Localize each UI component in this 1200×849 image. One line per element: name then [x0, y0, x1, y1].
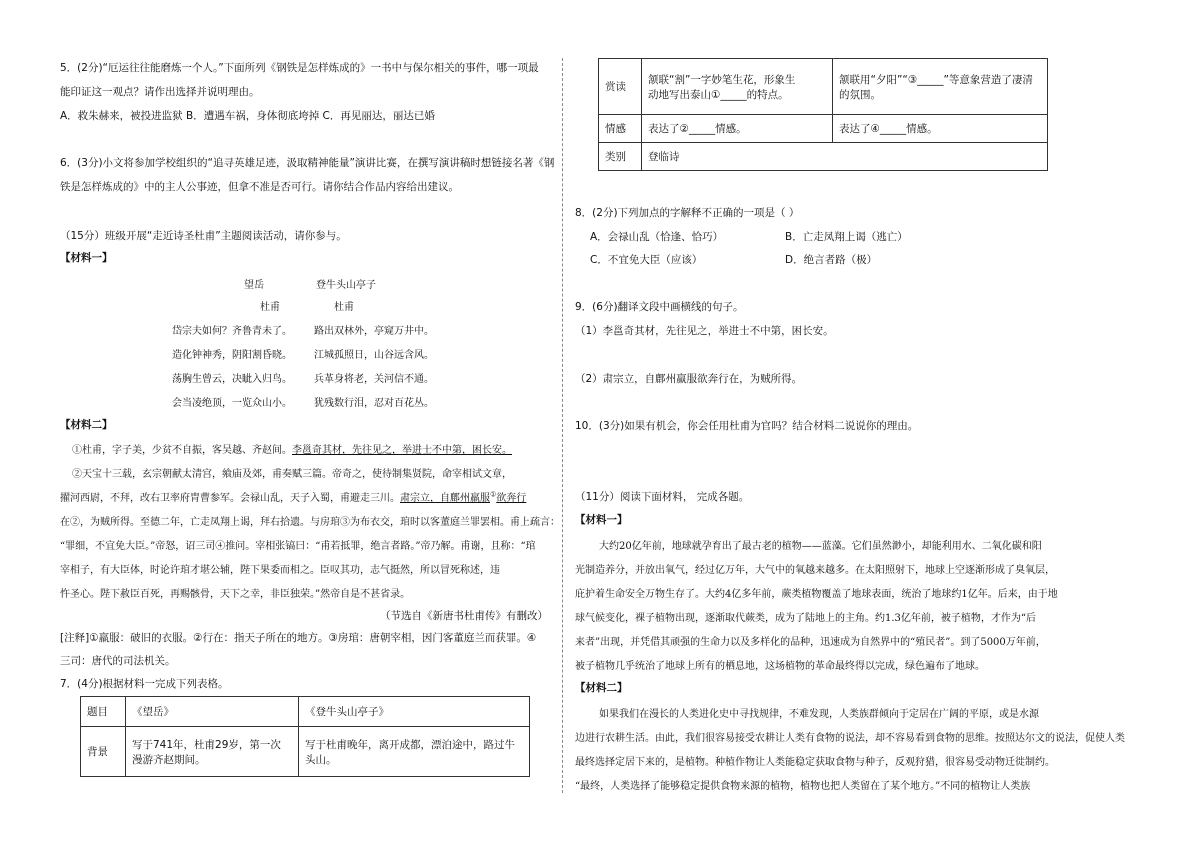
poem2-line: 路出双林外，亭窥万井中。 [314, 326, 434, 337]
table-cell [642, 59, 833, 115]
q9-sentence-1: （1）李邕奇其材，先往见之，举进士不中第，困长安。 [575, 325, 834, 337]
m2-line: ②天宝十三载，玄宗朝献太清宫，飨庙及郊，甫奏赋三篇。帝奇之，使待制集贤院，命宰相试文章， [72, 469, 512, 480]
q5-line2: 能印证这一观点？请作出选择并说明理由。 [60, 86, 260, 98]
q9-text: 9．(6分)翻译文段中画横线的句子。 [575, 301, 744, 313]
reading-m1-line: 光制造养分，并放出氧气，经过亿万年，大气中的氧越来越多。在太阳照射下，地球上空逐渐形成了臭氧层， [575, 565, 1055, 576]
q5-options: A．救朱赫来，被投进监狱 B．遭遇车祸，身体彻底垮掉 C．再见丽达，丽达已婚 [60, 110, 435, 122]
reading-m1-line: 来者”出现，并凭借其顽强的生命力以及多样化的品种，迅速成为自然界中的“殖民者”。到了5000万年前， [575, 637, 1046, 648]
q8-option-c: C．不宜免大臣（应该） [590, 254, 703, 266]
q8-option-a: A．会禄山乱（恰逢、恰巧） [590, 231, 724, 243]
section-intro: （15分）班级开展“走近诗圣杜甫”主题阅读活动，请你参与。 [60, 230, 347, 242]
q7-table [80, 696, 530, 777]
reading-m2-line: “最终，人类选择了能够稳定提供食物来源的植物，植物也把人类留在了某个地方。”不同的植物让人类族 [575, 781, 1031, 792]
poem1-title: 望岳 [244, 280, 264, 291]
q5-line1: 5．(2分)“厄运往往能磨炼一个人。”下面所列《钢铁是怎样炼成的》一书中与保尔相关的事件，哪一项最 [60, 62, 539, 74]
cell-line: 颔联“割”一字妙笔生花，形象生 [648, 73, 796, 86]
poem2-line: 犹残数行泪，忍对百花丛。 [314, 398, 434, 409]
material2-label: 【材料二】 [60, 419, 113, 431]
q6-line1: 6．(3分)小文将参加学校组织的“追寻英雄足迹，汲取精神能量”演讲比赛，在撰写演讲稿时想链接名著《钢 [60, 157, 555, 169]
q8-option-b: B．亡走凤翔上谒（逃亡） [785, 231, 908, 243]
notes-line2: 三司：唐代的司法机关。 [60, 655, 176, 667]
m2-line: 宰相子，有大臣体，时论许琯才堪公辅，陛下果委而相之。臣叹其功，志气挺然，所以冒死称述，违 [60, 565, 500, 576]
table-header: 题目 [81, 697, 126, 727]
m2-line [72, 441, 512, 456]
underlined-sentence-2b: 欲奔行 [496, 493, 527, 504]
appreciation-table [598, 58, 1048, 171]
m2-line: 擢河西尉，不拜，改右卫率府胄曹参军。会禄山乱，天子入蜀，甫避走三川。肃宗立，自鄜州羸服①欲奔行 [60, 490, 527, 504]
poem2-author: 杜甫 [334, 302, 354, 313]
reading-m1-line: 大约20亿年前，地球就孕育出了最古老的植物——蓝藻。它们虽然渺小，却能利用水、二氧化碳和阳 [599, 541, 1042, 552]
q6-line2: 铁是怎样炼成的》中的主人公事迹，但拿不准是否可行。请你结合作品内容给出建议。 [60, 181, 459, 193]
table-header: 《登牛头山亭子》 [299, 697, 530, 727]
table-cell: 登临诗 [642, 143, 1048, 171]
reading-m1-line: 被子植物几乎统治了地球上所有的栖息地，这场植物的革命最终得以完成，绿色遍布了地球。 [575, 661, 985, 672]
poem2-title: 登牛头山亭子 [316, 280, 376, 291]
m2-text: ①杜甫，字子美，少贫不自振，客吴越、齐赵间。 [72, 445, 292, 456]
reading-material2-label: 【材料二】 [575, 682, 628, 694]
underlined-sentence-2a: 肃宗立，自鄜州羸服 [400, 493, 490, 504]
m2-text: 擢河西尉，不拜，改右卫率府胄曹参军。会禄山乱，天子入蜀，甫避走三川。 [60, 493, 400, 504]
notes-line1: [注释]①羸服：破旧的衣服。②行在：指天子所在的地方。③房琯：唐朝宰相，因门客董庭兰而获罪。④ [60, 632, 537, 644]
cell-line: 漫游齐赵期间。 [132, 753, 206, 766]
table-cell: 写于杜甫晚年，离开成都，漂泊途中，路过牛头山。 [299, 727, 530, 777]
table-cell: 表达了②_____情感。 [642, 115, 833, 143]
poem1-line: 造化钟神秀，阴阳割昏晓。 [172, 350, 292, 361]
underlined-sentence-1: 李邕奇其材，先往见之，举进士不中第，困长安。 [292, 445, 512, 456]
q8-option-d: D．绝言者路（极） [785, 254, 878, 266]
q7-text: 7．(4分)根据材料一完成下列表格。 [60, 678, 229, 690]
m2-line: 在②，为贼所得。至德二年，亡走凤翔上谒，拜右拾遗。与房琯③为布衣交，琯时以客董庭兰罪罢相。甫上疏言： [60, 517, 560, 528]
cell-line: 动地写出泰山①_____的特点。 [648, 88, 789, 101]
poem1-line: 岱宗夫如何？齐鲁青未了。 [172, 326, 292, 337]
poem2-line: 兵革身将老，关河信不通。 [314, 374, 434, 385]
q9-sentence-2: （2）肃宗立，自鄜州羸服欲奔行在，为贼所得。 [575, 373, 803, 385]
reading-m2-line: 边进行农耕生活。由此，我们很容易接受农耕让人类有食物的说法，却不容易看到食物的思维。按照达尔文的说法，促使人类 [575, 733, 1125, 744]
poem1-line: 荡胸生曾云，决眦入归鸟。 [172, 374, 292, 385]
m2-line: 忤圣心。陛下赦臣百死，再赐骸骨，天下之幸，非臣独荣。”然帝自是不甚省录。 [60, 589, 411, 600]
poem2-line: 江城孤照日，山谷远含风。 [314, 350, 434, 361]
row-label: 类别 [599, 143, 642, 171]
reading-m1-line: 球气候变化，裸子植物出现，逐渐取代蕨类，成为了陆地上的主角。约1.3亿年前，被子植物，才作为“后 [575, 613, 1037, 624]
reading-m2-line: 如果我们在漫长的人类进化史中寻找规律，不难发现，人类族群倾向于定居在广阔的平原，或是水源 [599, 709, 1039, 720]
poem1-line: 会当凌绝顶，一览众山小。 [172, 398, 292, 409]
reading-m1-line: 庇护着生命安全万物生存了。大约4亿多年前，蕨类植物覆盖了地球表面，统治了地球约1亿年。后来，由于地 [575, 589, 1058, 600]
table-cell: 表达了④_____情感。 [833, 115, 1048, 143]
poem1-author: 杜甫 [260, 302, 280, 313]
table-header: 《望岳》 [126, 697, 299, 727]
cell-line: 写于741年，杜甫29岁，第一次 [132, 738, 281, 751]
source-note: （节选自《新唐书杜甫传》有删改） [380, 610, 548, 622]
reading-material1-label: 【材料一】 [575, 514, 628, 526]
material1-label: 【材料一】 [60, 252, 113, 264]
m2-line: “罪细，不宜免大臣。”帝怒，诏三司④推问。宰相张镐曰：“甫若抵罪，绝言者路。”帝乃解。甫谢，且称：“琯 [60, 541, 536, 552]
column-divider [562, 58, 564, 793]
row-label: 背景 [81, 727, 126, 777]
row-label: 赏读 [599, 59, 642, 115]
q8-text: 8．(2分)下列加点的字解释不正确的一项是（ ） [575, 207, 800, 219]
reading-intro: （11分）阅读下面材料， 完成各题。 [575, 491, 750, 503]
q10-text: 10．(3分)如果有机会，你会任用杜甫为官吗？结合材料二说说你的理由。 [575, 420, 919, 432]
row-label: 情感 [599, 115, 642, 143]
table-cell: 颔联用“夕阳”“③_____”等意象营造了凄清的氛围。 [833, 59, 1048, 115]
table-cell [126, 727, 299, 777]
reading-m2-line: 最终选择定居下来的，是植物。种植作物让人类能稳定获取食物与种子，反观狩猎，很容易受动物迁徙制约。 [575, 757, 1055, 768]
